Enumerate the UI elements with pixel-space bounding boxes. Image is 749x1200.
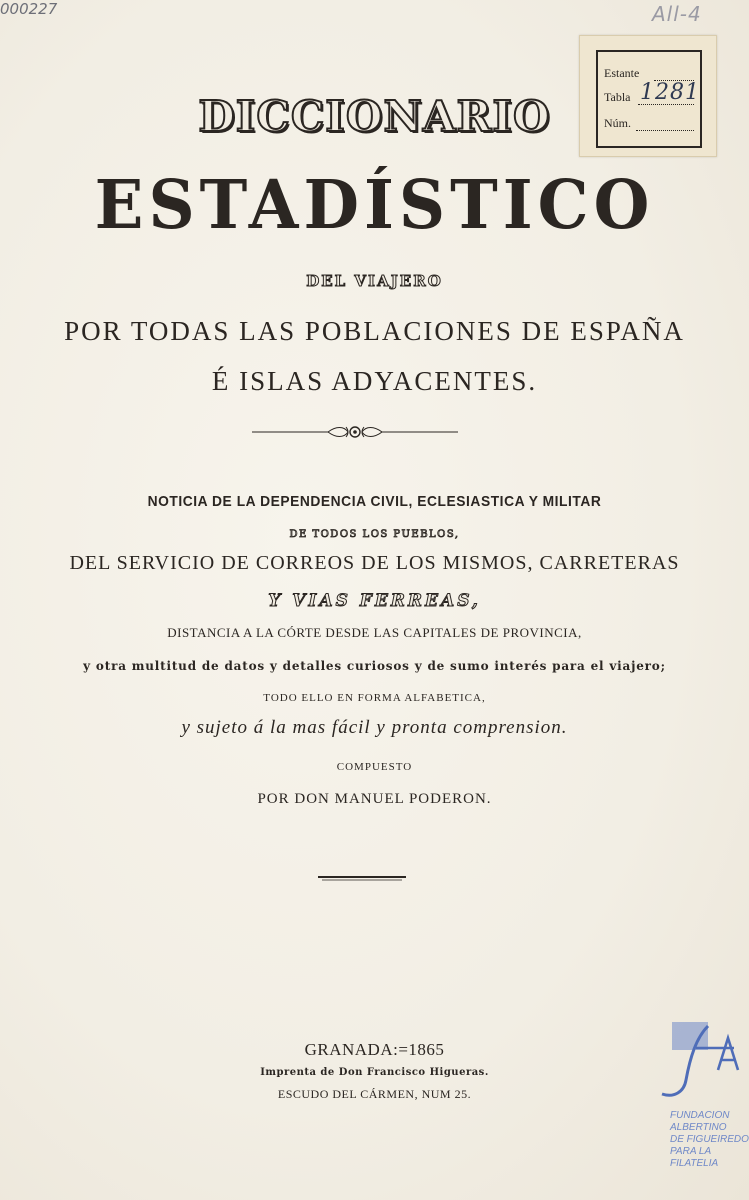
desc-author: POR DON MANUEL PODERON.: [257, 791, 492, 807]
desc-forma-alfabetica: TODO ELLO EN FORMA ALFABETICA,: [263, 692, 486, 704]
ornamental-rule-icon: [250, 423, 460, 441]
desc-noticia: NOTICIA DE LA DEPENDENCIA CIVIL, ECLESIASTICA Y MILITAR: [147, 493, 602, 510]
stamp-line2: ALBERTINO: [670, 1122, 727, 1133]
foundation-monogram-icon: [656, 1018, 746, 1108]
imprint-address: ESCUDO DEL CÁRMEN, NUM 25.: [277, 1087, 472, 1101]
label-num: Núm.: [604, 116, 631, 130]
short-rule-icon: [318, 874, 406, 882]
stamp-monogram: FA: [718, 1070, 720, 1071]
desc-vias-ferreas: Y VIAS FERREAS,: [268, 591, 481, 611]
desc-compuesto: COMPUESTO: [336, 761, 413, 773]
title-diccionario: DICCIONARIO: [198, 92, 551, 141]
desc-distancia-corte: DISTANCIA A LA CÓRTE DESDE LAS CAPITALES DE PROVINCIA,: [167, 625, 582, 640]
subtitle-poblaciones: POR TODAS LAS POBLACIONES DE ESPAÑA: [64, 316, 685, 346]
imprint-place-year: GRANADA:=1865: [304, 1040, 445, 1059]
desc-otra-multitud: y otra multitud de datos y detalles curiosos y de sumo interés para el viajero;: [83, 659, 666, 673]
label-estante: Estante: [604, 66, 640, 80]
desc-servicio-correos: DEL SERVICIO DE CORREOS DE LOS MISMOS, CARRETERAS: [69, 552, 680, 574]
label-tabla: Tabla: [604, 90, 631, 104]
subtitle-del-viajero: DEL VIAJERO: [306, 272, 443, 290]
desc-sujeto: y sujeto á la mas fácil y pronta comprension.: [181, 717, 568, 738]
subtitle-islas: É ISLAS ADYACENTES.: [211, 366, 538, 396]
desc-todos-los-pueblos: DE TODOS LOS PUEBLOS,: [289, 529, 460, 540]
title-estadistico: ESTADÍSTICO: [94, 166, 655, 245]
label-tabla-value: 1281: [640, 80, 700, 105]
imprint-printer: Imprenta de Don Francisco Higueras.: [260, 1067, 489, 1078]
stamp-line5: FILATELIA: [670, 1158, 719, 1169]
handwritten-inventory-number: 000227: [0, 0, 58, 18]
stamp-line3: DE FIGUEIREDO: [670, 1134, 749, 1145]
stamp-line1: FUNDACION: [670, 1110, 730, 1121]
foundation-stamp: [656, 1018, 749, 1190]
stamp-line4: PARA LA: [670, 1146, 712, 1157]
handwritten-shelf-code: All-4: [652, 2, 702, 26]
